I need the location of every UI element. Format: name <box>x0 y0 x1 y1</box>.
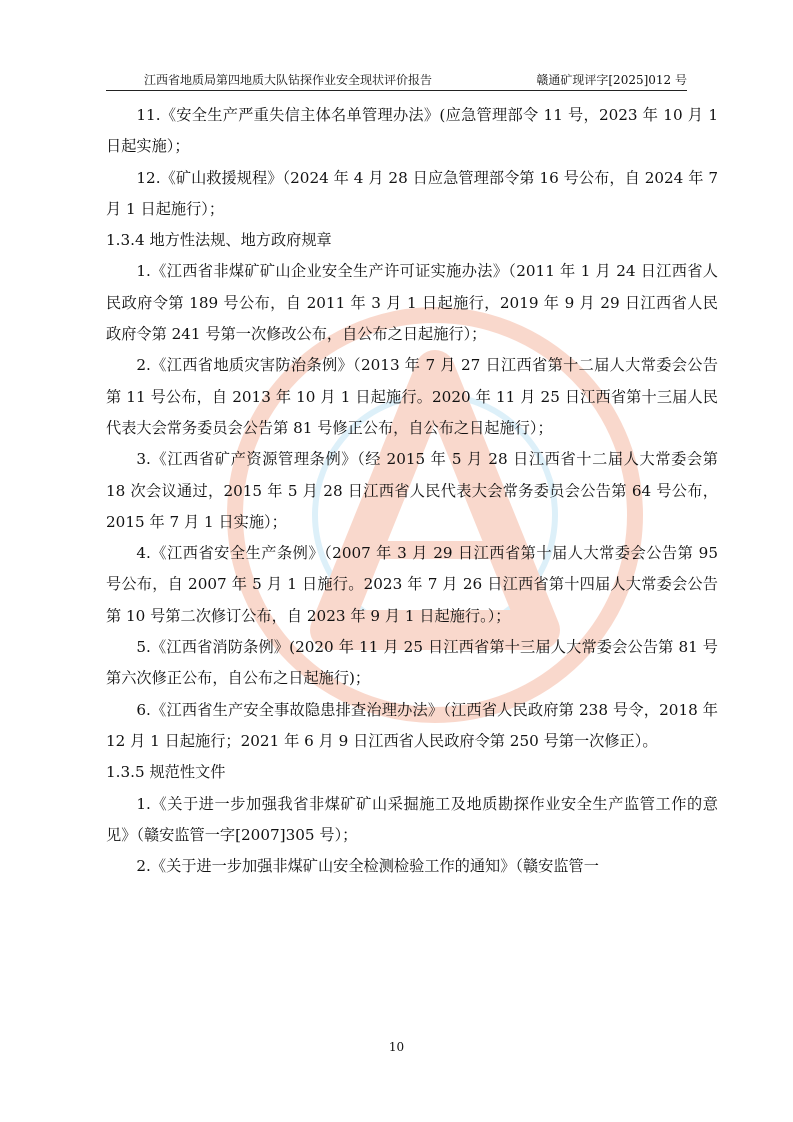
paragraph: 5.《江西省消防条例》(2020 年 11 月 25 日江西省第十三届人大常委会公告第 81 号第六次修正公布，自公布之日起施行)； <box>106 638 718 688</box>
paragraph: 4.《江西省安全生产条例》（2007 年 3 月 29 日江西省第十届人大常委会公告第 95 号公布，自 2007 年 5 月 1 日施行。2023 年 7 月 26 日江西省第十四届人大常委会公告第 10 号第二次修订公布，自 2023 年 9 月 1 日起施行。）； <box>106 544 718 625</box>
paragraph: 1.《江西省非煤矿矿山企业安全生产许可证实施办法》（2011 年 1 月 24 日江西省人民政府令第 189 号公布，自 2011 年 3 月 1 日起施行，2019 年 9 月 29 日江西省人民政府令第 241 号第一次修改公布，自公布之日起施行）； <box>106 262 718 344</box>
paragraph: 3.《江西省矿产资源管理条例》（经 2015 年 5 月 28 日江西省十二届人大常委会第 18 次会议通过，2015 年 5 月 28 日江西省人民代表大会常务委员会公告第 64 号公布，2015 年 7 月 1 日实施）； <box>106 450 718 531</box>
paragraph: 2.《江西省地质灾害防治条例》（2013 年 7 月 27 日江西省第十二届人大常委会公告第 11 号公布，自 2013 年 10 月 1 日起施行。2020 年 11 月 25 日江西省第十三届人民代表大会常务委员会公告第 81 号修正公布，自公布之日起施行）； <box>106 356 718 437</box>
paragraph: 6.《江西省生产安全事故隐患排查治理办法》（江西省人民政府第 238 号令，2018 年 12 月 1 日起施行；2021 年 6 月 9 日江西省人民政府令第 250 号第一次修正）。 <box>106 700 718 750</box>
paragraph: 11.《安全生产严重失信主体名单管理办法》(应急管理部令 11 号，2023 年 10 月 1 日起实施）； <box>106 106 718 156</box>
page-number: 10 <box>388 1040 405 1054</box>
header-report-number: 赣通矿现评字[2025]012 号 <box>536 73 687 87</box>
section-heading: 1.3.5 规范性文件 <box>106 763 226 782</box>
document-body <box>106 100 718 882</box>
page-header <box>106 68 687 91</box>
paragraph: 1.《关于进一步加强我省非煤矿矿山采掘施工及地质勘探作业安全生产监管工作的意见》（赣安监管一字[2007]305 号）； <box>106 794 718 844</box>
paragraph: 12.《矿山救援规程》（2024 年 4 月 28 日应急管理部令第 16 号公布，自 2024 年 7 月 1 日起施行）； <box>106 168 718 218</box>
section-heading: 1.3.4 地方性法规、地方政府规章 <box>106 231 332 250</box>
header-report-title: 江西省地质局第四地质大队钻探作业安全现状评价报告 <box>144 73 433 87</box>
paragraph: 2.《关于进一步加强非煤矿山安全检测检验工作的通知》（赣安监管一 <box>136 857 599 876</box>
